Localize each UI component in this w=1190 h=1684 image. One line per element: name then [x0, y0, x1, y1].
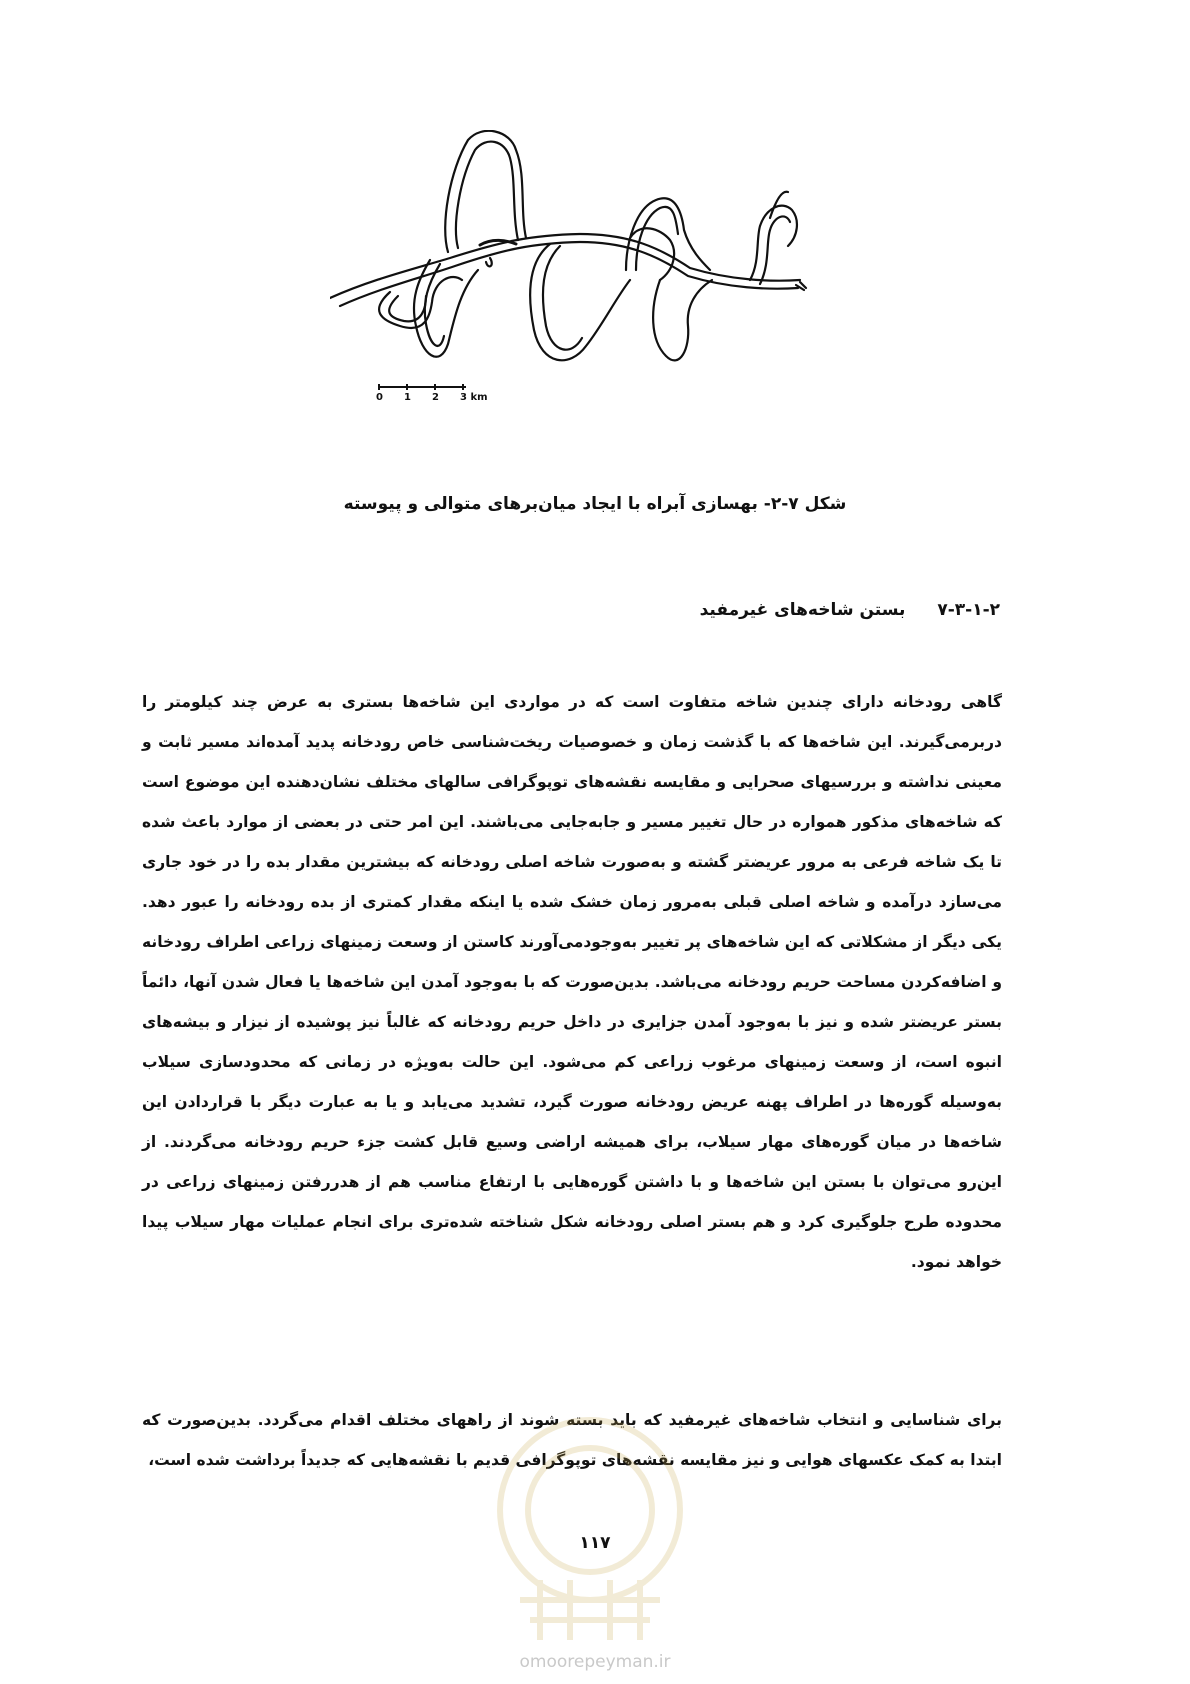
scale-label-3: 3 km	[460, 392, 488, 403]
figure-caption: شکل ۷-۲- بهسازی آبراه با ایجاد میان‌برهای متوالی و پیوسته	[343, 494, 847, 514]
section-heading	[700, 600, 1000, 620]
scale-label-0: 0	[376, 392, 383, 403]
scale-bar	[376, 384, 488, 408]
watermark-site: omoorepeyman.ir	[519, 1652, 671, 1672]
scale-label-1: 1	[404, 392, 411, 403]
section-number: ۷-۳-۱-۲	[937, 600, 1000, 620]
scale-bar-line	[376, 384, 476, 392]
watermark-logo	[480, 1400, 700, 1650]
page-number: ۱۱۷	[579, 1533, 611, 1553]
scale-label-2: 2	[432, 392, 439, 403]
body-paragraph-1: گاهی رودخانه دارای چندین شاخه متفاوت است که در مواردی این شاخه‌ها بستری به عرض چند کیلومتر را دربرمی‌گیرند. این شاخه‌ها که با گذشت زمان و خصوصیات ریخت‌شناسی خاص رودخانه پدید آمده‌اند مسیر ثابت و معینی نداشته و بررسیهای صحرایی و مقایسه نقشه‌های توپوگرافی سالهای مختلف نشان‌دهنده این موضوع است که شاخه‌های مذکور همواره در حال تغییر مسیر و جابه‌جایی می‌باشند. این امر حتی در بعضی از موارد باعث شده تا یک شاخه فرعی به مرور عریضتر گشته و به‌صورت شاخه اصلی رودخانه که بیشترین مقدار بده را در خود جاری می‌سازد درآمده و شاخه اصلی قبلی به‌مرور زمان خشک شده یا اینکه مقدار کمتری از بده رودخانه را عبور دهد. یکی دیگر از مشکلاتی که این شاخه‌های پر تغییر به‌وجودمی‌آورند کاستن از وسعت زمینهای زراعی اطراف رودخانه و اضافه‌کردن مساحت حریم رودخانه می‌باشد. بدین‌صورت که با به‌وجود آمدن این شاخه‌ها یا فعال شدن آنها، دائماً بستر عریضتر شده و نیز با به‌وجود آمدن جزایری در داخل حریم رودخانه که غالباً نیز پوشیده از نیزار و بیشه‌های انبوه است، از وسعت زمینهای مرغوب زراعی کم می‌شود. این حالت به‌ویژه در زمانی که محدودسازی سیلاب به‌وسیله گوره‌ها در اطراف پهنه عریض رودخانه صورت گیرد، تشدید می‌یابد و یا به عبارت دیگر با قراردادن این شاخه‌ها در میان گوره‌های مهار سیلاب، برای همیشه اراضی وسیع قابل کشت جزء حریم رودخانه می‌گردند. از این‌رو می‌توان با بستن این شاخه‌ها و با داشتن گوره‌هایی با ارتفاع مناسب هم از هدررفتن زمینهای زراعی در محدوده طرح جلوگیری کرد و هم بستر اصلی رودخانه شکل شناخته شده‌تری برای انجام عملیات مهار سیلاب پیدا خواهد نمود.	[142, 693, 1002, 1271]
section-title: بستن شاخه‌های غیرمفید	[699, 600, 906, 620]
body-paragraph-2: برای شناسایی و انتخاب شاخه‌های غیرمفید که باید بسته شوند از راههای مختلف اقدام می‌گردد. بدین‌صورت که ابتدا به کمک عکسهای هوایی و نیز مقایسه نقشه‌های توپوگرافی قدیم با نقشه‌هایی که جدیداً برداشت شده است،	[142, 1411, 1002, 1469]
